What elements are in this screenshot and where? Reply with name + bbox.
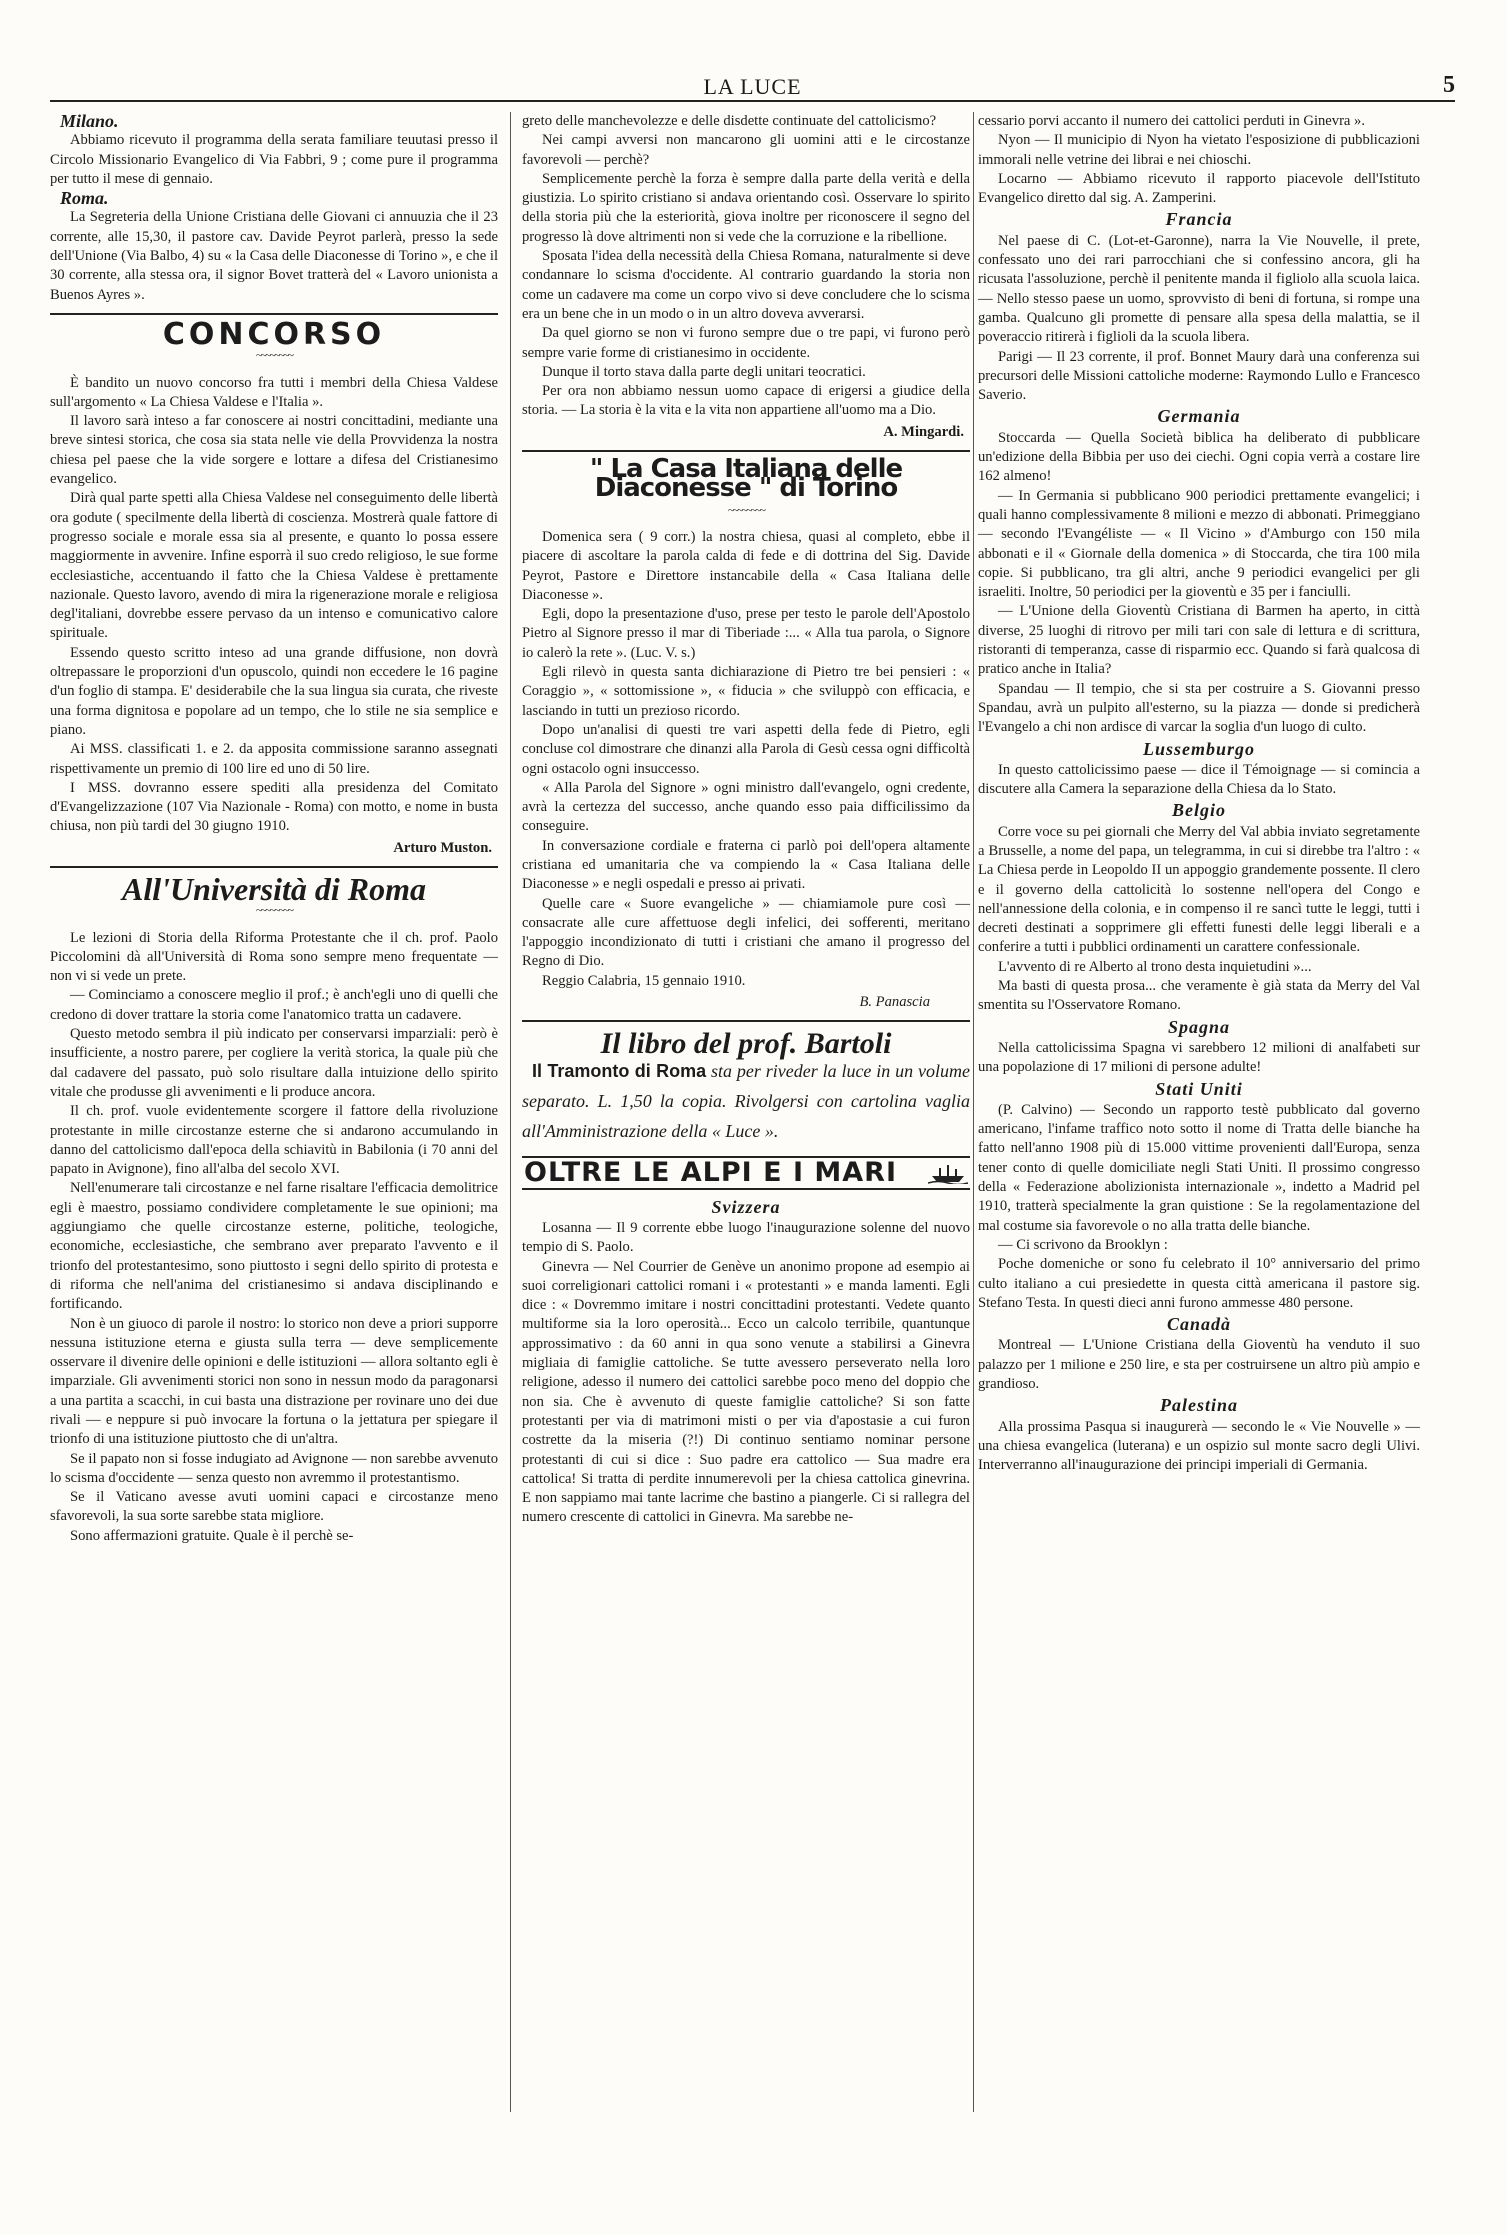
paragraph: L'avvento di re Alberto al trono desta inquietudini »... [998, 958, 1312, 975]
divider [50, 866, 498, 868]
section-heading-canada: Canadà [1166, 1314, 1232, 1335]
column-divider [973, 112, 974, 2112]
paragraph: Se il Vaticano avesse avuti uomini capaci e circostanze meno sfavorevoli, la sua sorte sarebbe stata migliore. [50, 1489, 498, 1525]
signature: B. Panascia [859, 994, 930, 1011]
paragraph: Se il papato non si fosse indugiato ad Avignone — non sarebbe avvenuto lo scisma d'occidente — senza questo non avremmo il protestantismo. [50, 1450, 498, 1486]
notice-paragraph [522, 1056, 970, 1146]
newspaper-name: LA LUCE [703, 74, 802, 99]
article-title-concorso: CONCORSO [162, 316, 386, 352]
paragraph: cessario porvi accanto il numero dei cattolici perduti in Ginevra ». [978, 113, 1366, 129]
column-1 [50, 112, 498, 1546]
paragraph: Corre voce su pei giornali che Merry del Val abbia inviato segretamente a Brusselle, a nome del papa, un telegramma, in cui si direbbe tra l'altro : « La Chiesa perde in Leopoldo II un appoggio grandemente possente. Il clero e il governo della cattolicità lo sostenne nell'opera del Congo e nell'annessione della colonia, e in compenso il re sancì tutte le leggi, tutti i decreti destinati a sopprimere gli effetti funesti delle leggi liberali e a conferire a tutti i pubblici ordinamenti un carattere confessionale. [978, 823, 1420, 956]
page-number: 5 [1443, 72, 1455, 98]
book-title: Il Tramonto di Roma [532, 1060, 707, 1081]
paragraph: — Ci scrivono da Brooklyn : [998, 1236, 1168, 1253]
paragraph: Montreal — L'Unione Cristiana della Gioventù ha venduto il suo palazzo per 1 milione e 250 lire, e sta per costruirsene un altro più ampio e grandioso. [978, 1337, 1420, 1392]
paragraph: La Segreteria della Unione Cristiana delle Giovani ci annuuzia che il 23 corrente, alle 15,30, il pastore cav. Davide Peyrot parlerà, presso la sede dell'Unione (Via Balbo, 4) su « la Casa delle Diaconesse di Torino », e che il 30 corrente, alla stessa ora, il signor Bovet tratterà del « Lavoro unionista a Buenos Ayres ». [50, 209, 498, 303]
paragraph: Quelle care « Suore evangeliche » — chiamiamole pure così — consacrate alle cure affettuose degli infelici, dei sofferenti, meritano l'appoggio incondizionato di tutti i cristiani che amano il progresso del Regno di Dio. [522, 895, 970, 970]
paragraph: Nyon — Il municipio di Nyon ha vietato l'esposizione di pubblicazioni immorali nelle vetrine dei librai e nei chioschi. [978, 132, 1420, 168]
paragraph: Parigi — Il 23 corrente, il prof. Bonnet Maury darà una conferenza sui precursori delle Missioni cattoliche moderne: Raymondo Lullo e Francesco Saverio. [978, 348, 1420, 404]
dateline: Reggio Calabria, 15 gennaio 1910. [542, 972, 746, 989]
paragraph: Sono affermazioni gratuite. Quale è il perchè se- [70, 1527, 354, 1544]
paragraph: Semplicemente perchè la forza è sempre dalla parte della verità e della giustizia. Lo spirito cristiano si andava orientando così. Osservare lo spirito della storia più che la esteriorità, giova inoltre per riconoscere il segno del progresso là dove altrimenti non si vede che la corruzione e la ribellione. [522, 170, 970, 245]
paragraph: — In Germania si pubblicano 900 periodici prettamente evangelici; i quali hanno complessivamente 8 milioni e mezzo di abbonati. Primeggiano — secondo l'Evangéliste — « Il Vicino » d'Amburgo con 150 mila abbonati e il « Giornale della domenica » di Stoccarda, che tira 100 mila copie. Si pubblicano, tra gli altri, anche 9 periodici evangelici per gli israeliti. Inoltre, 50 periodici per la gioventù e 35 per i fanciulli. [978, 487, 1420, 601]
paragraph: « Alla Parola del Signore » ogni ministro dall'evangelo, ogni credente, avrà la certezza del successo, anche quando esso paia difficilissimo da conseguire. [522, 779, 970, 835]
section-heading-svizzera: Svizzera [711, 1196, 781, 1217]
paragraph: Spandau — Il tempio, che si sta per costruire a S. Giovanni presso Spandau, avrà un pulpito all'esterno, su la piazza — donde si predicherà l'Evangelo a chi non ardisce di varcar la soglia d'un luogo di culto. [978, 680, 1420, 736]
section-banner [522, 1156, 970, 1190]
paragraph: Nel paese di C. (Lot-et-Garonne), narra la Vie Nouvelle, il prete, confessato uno dei rari parrocchiani che si confessino ancora, gli ha ricusata l'assoluzione, perchè il penitente manda il figliolo alla scuola laica. — Nello stesso paese un uomo, sprovvisto di beni di fortuna, si rompe una gamba. Qualcuno gli promette di pensare alla spesa della malattia, se il poveraccio ritirerà i figlioli da la scuola libera. [978, 232, 1420, 346]
paragraph: Non è un giuoco di parole il nostro: lo storico non deve a priori supporre nessuna istituzione eterna e giusta sulla terra — deve semplicemente osservare il divenire delle opinioni e delle istituzioni — allora soltanto egli è imparziale. Gli avvenimenti storici non sono in nessun modo da paragonarsi a una partita a scacchi, in cui basta una distrazione per rovinare uno dei due rivali — e neppure si può invocare la fortuna o la jettatura per spiegare il trionfo di una istituzione piuttosto che di un'altra. [50, 1315, 498, 1448]
paragraph: Alla prossima Pasqua si inaugurerà — secondo le « Vie Nouvelle » — una chiesa evangelica (luterana) e un ospizio sul monte sacro degli Ulivi. Interverranno all'inaugurazione dei principi imperiali di Germania. [978, 1418, 1420, 1474]
paragraph: In questo cattolicissimo paese — dice il Témoignage — si comincia a discutere alla Camera la separazione della Chiesa da lo Stato. [978, 761, 1420, 798]
paragraph: Dopo un'analisi di questi tre vari aspetti della fede di Pietro, egli concluse col dimostrare che dinanzi alla Parola di Gesù cessa ogni difficoltà ogni ostacolo ogni insuccesso. [522, 721, 970, 777]
section-heading-stati-uniti: Stati Uniti [1155, 1078, 1243, 1099]
paragraph: — L'Unione della Gioventù Cristiana di Barmen ha aperto, in città diverse, 25 luoghi di ritrovo per mili tari con sale di lettura e di scrittura, ristoranti di temperanza, casse di risparmio ecc. Quando si farà qualcosa di pratico anche in Italia? [978, 603, 1420, 678]
paragraph: Poche domeniche or sono fu celebrato il 10° anniversario del primo culto italiano a cui presiedette in questa città americana il pastore sig. Stefano Testa. In questi dieci anni furono ammesse 480 persone. [978, 1256, 1420, 1311]
section-heading-spagna: Spagna [1167, 1016, 1231, 1037]
paragraph: Dunque il torto stava dalla parte degli unitari teocratici. [542, 363, 866, 380]
paragraph: Il lavoro sarà inteso a far conoscere ai nostri concittadini, mediante una breve sintesi storica, che cosa sia stata nelle vie della Provvidenza la nostra chiesa pel paese che la vide sorgere e lottare a difesa del Cristianesimo evangelico. [50, 413, 498, 488]
section-heading-francia: Francia [1165, 209, 1233, 230]
title-ornament: ~~~~~~~~ [256, 903, 292, 918]
paragraph: — Cominciamo a conoscere meglio il prof.; è anch'egli uno di quelli che credono di dover trattare la storia come l'anatomico tratta un cadavere. [50, 987, 498, 1023]
paragraph: Losanna — Il 9 corrente ebbe luogo l'inaugurazione solenne del nuovo tempio di S. Paolo. [522, 1219, 970, 1256]
paragraph: Dirà qual parte spetti alla Chiesa Valdese nel conseguimento delle libertà ora godute ( specilmente della libertà di coscienza. Mostrerà quale fattore di progresso sociale e morale essa sia al presente, e quanto lo possa essere maggiormente in avvenire. Infine esporrà il suo credo religioso, le sue forme ecclesiastiche, accentuando il fatto che la Chiesa Valdese è prettamente nazionale. Questo lavoro, avendo di mira la rigenerazione morale e religiosa degl'italiani, dovrebbe essere pervaso da un intenso e comunicativo calore spirituale. [50, 490, 498, 642]
article-title-universita: All'Università di Roma [121, 870, 427, 907]
paragraph: Abbiamo ricevuto il programma della serata familiare teuutasi presso il Circolo Missionario Evangelico di Via Fabbri, 9 ; come pure il programma per tutto il mese di gennaio. [50, 132, 498, 187]
column-2 [522, 112, 970, 1528]
paragraph: Da quel giorno se non vi furono sempre due o tre papi, vi furono però sempre varie forme di cristianesimo in occidente. [522, 325, 970, 361]
paragraph: Nella cattolicissima Spagna vi sarebbero 12 milioni di analfabeti sur una popolazione di 17 milioni di persone adulte! [978, 1039, 1420, 1076]
paragraph: Essendo questo scritto inteso ad una grande diffusione, non dovrà oltrepassare le proporzioni d'un opuscolo, quindi non eccedere le 16 pagine d'un foglio di stampa. E' desiderabile che la sua lingua sia curata, che riveste una forma dignitosa e popolare ad un tempo, che lo stile ne sia semplice e piano. [50, 644, 498, 738]
paragraph: Questo metodo sembra il più indicato per conservarsi imparziali: però è insufficiente, a nostro parere, per cogliere la verità storica, la quale più che dal cadavere del passato, può solo risultare dalla intuizione dello spirito vitale che produsse gli avvenimenti e li produce ancora. [50, 1026, 498, 1100]
paragraph: Stoccarda — Quella Società biblica ha deliberato di pubblicare un'edizione della Bibbia per uso dei ciechi. Ogni copia verrà a costare lire 162 almeno! [978, 429, 1420, 485]
column-divider [510, 112, 511, 2112]
notice-text: sta per riveder la luce in un volume separato. L. 1,50 la copia. Rivolgersi con cartolina vaglia all'Amministrazione della « Luce ». [522, 1060, 971, 1141]
page-header [50, 72, 1455, 102]
divider [50, 313, 498, 315]
section-heading-lussemburgo: Lussemburgo [1142, 738, 1256, 759]
paragraph: Nei campi avversi non mancarono gli uomini atti e le circostanze favorevoli — perchè? [522, 132, 970, 168]
signature: Arturo Muston. [393, 839, 492, 856]
title-ornament: ~~~~~~~~ [256, 348, 292, 363]
article-title-libro: Il libro del prof. Bartoli [600, 1027, 892, 1061]
signature: A. Mingardi. [883, 423, 964, 440]
paragraph: Ginevra — Nel Courrier de Genève un anonimo propone ad esempio ai suoi correligionari cattolici romani i « protestanti » e manda lamenti. Egli dice : « Dovremmo imitare i nostri concittadini protestanti. Vedete quanto multiforme sia la loro operosità... Ecco un calcolo terribile, quantunque approssimativo : da 60 anni in qua sono venute a stabilirsi a Ginevra migliaia di famiglie cattoliche. Se tutte avessero perseverato nella loro religione, adesso il numero dei cattolici sarebbe poco meno del doppio che non sia. Che è avvenuto di queste famiglie cattoliche? Si son fatte protestanti per via di matrimoni misti o per via d'apostasie a cui furon costrette da la miseria (?!) Di continuo sentiamo nominar persone protestanti di cui si dice : Suo padre era cattolico — Sua madre era cattolica! Si tratta di perdite innumerevoli per la chiesa cattolica ginevrina. E non sappiamo mai tante lacrime che bastino a piangerle. Ci si rallegra del numero crescente di cattolici in Ginevra. Ma sarebbe ne- [522, 1258, 970, 1526]
paragraph: Le lezioni di Storia della Riforma Protestante che il ch. prof. Paolo Piccolomini dà all'Università di Roma sono sempre meno frequentate — non vi si vede un prete. [50, 929, 498, 985]
paragraph: In conversazione cordiale e fraterna ci parlò poi dell'opera altamente cristiana ed umanitaria che va compiendo la « Casa Italiana delle Diaconesse » e negli ospedali e presso ai privati. [522, 837, 970, 893]
paragraph: Ai MSS. classificati 1. e 2. da apposita commissione saranno assegnati rispettivamente un premio di 100 lire ed uno di 50 lire. [50, 741, 498, 777]
paragraph: Egli rilevò in questa santa dichiarazione di Pietro tre bei pensieri : « Coraggio », « sottomissione », « fiducia » che sviluppò con efficacia, e lasciando in tutti un prezioso ricordo. [522, 664, 970, 719]
paragraph: Locarno — Abbiamo ricevuto il rapporto piacevole dell'Istituto Evangelico diretto dal sig. A. Zamperini. [978, 170, 1420, 207]
paragraph: È bandito un nuovo concorso fra tutti i membri della Chiesa Valdese sull'argomento « La Chiesa Valdese e l'Italia ». [50, 374, 498, 410]
paragraph: Per ora non abbiamo nessun uomo capace di erigersi a giudice della storia. — La storia è la vita e la vita non appartiene all'uomo ma a Dio. [522, 383, 970, 419]
paragraph: Domenica sera ( 9 corr.) la nostra chiesa, quasi al completo, ebbe il piacere di ascoltare la parola calda di fede e di dottrina del Sig. Davide Peyrot, Pastore e Direttore instancabile della « Casa Italiana delle Diaconesse ». [522, 528, 970, 603]
ship-icon [928, 1162, 968, 1184]
column-3 [978, 112, 1420, 1475]
divider [522, 1020, 970, 1022]
section-heading-roma: Roma. [60, 188, 109, 209]
title-ornament: ~~~~~~~~ [728, 502, 764, 517]
paragraph: Il ch. prof. vuole evidentemente scorgere il fattore della rivoluzione protestante in mille circostanze esterne che si andarono accumulando in danno del cattolicismo dall'epoca della schiavitù in Babilonia (i 70 anni del papato in Avignone), fino all'alba del secolo XVI. [50, 1103, 498, 1178]
paragraph: Sposata l'idea della necessità della Chiesa Romana, naturalmente si deve condannare lo scisma d'occidente. Al contrario guardando la storia non come un cadavere ma come un corpo vivo si deve concludere che lo scisma era un bene che in un modo o in un altro doveva avverarsi. [522, 248, 970, 322]
divider [522, 450, 970, 452]
article-title-casa-italiana: " La Casa Italiana delle Diaconesse " di Torino [589, 454, 903, 504]
section-heading-belgio: Belgio [1172, 800, 1226, 821]
section-title-oltre: OLTRE LE ALPI E I MARI [524, 1157, 898, 1188]
section-heading-germania: Germania [1157, 406, 1241, 427]
paragraph: Egli, dopo la presentazione d'uso, prese per testo le parole dell'Apostolo Pietro al Signore presso il mar di Tiberiade :... « Alla tua parola, o Signore io calerò la rete ». (Luc. V. s.) [522, 606, 970, 661]
section-heading-milano: Milano. [60, 111, 119, 131]
paragraph: (P. Calvino) — Secondo un rapporto testè pubblicato dal governo americano, l'infame traffico noto sotto il nome di Tratta delle bianche ha fatto nell'anno 1908 più di 15.000 vittime provenienti dall'Europa, senza tener conto di quelle domiciliate negli Stati Uniti. Il prossimo congresso della « Federazione abolizionista internazionale », indetto a Madrid pel 1910, tratterà specialmente la gran quistione : Se la regolamentazione del mal costume sia favorevole o no alla tratta delle bianche. [978, 1101, 1420, 1234]
section-heading-palestina: Palestina [1159, 1395, 1238, 1416]
paragraph: Ma basti di questa prosa... che veramente è già stata da Merry del Val smentita su l'Osservatore Romano. [978, 978, 1420, 1014]
paragraph: Nell'enumerare tali circostanze e nel farne risaltare l'efficacia demolitrice egli è maestro, possiamo condividere completamente le sue opinioni; ma aggiungiamo che quelle circostanze esterne, politiche, teologiche, economiche, ecclesiastiche, che sembrano aver preparato l'avvento e il trionfo del protestantesimo, sono piuttosto i segni dello spirito di protesta e di riforma che nell'anima del cristianesimo si andava disciplinando e fortificando. [50, 1180, 498, 1313]
paragraph: I MSS. dovranno essere spediti alla presidenza del Comitato d'Evangelizzazione (107 Via Nazionale - Roma) con motto, e nome in busta chiusa, non più tardi del 30 giugno 1910. [50, 779, 498, 835]
paragraph: greto delle manchevolezze e delle disdette continuate del cattolicismo? [522, 113, 937, 129]
